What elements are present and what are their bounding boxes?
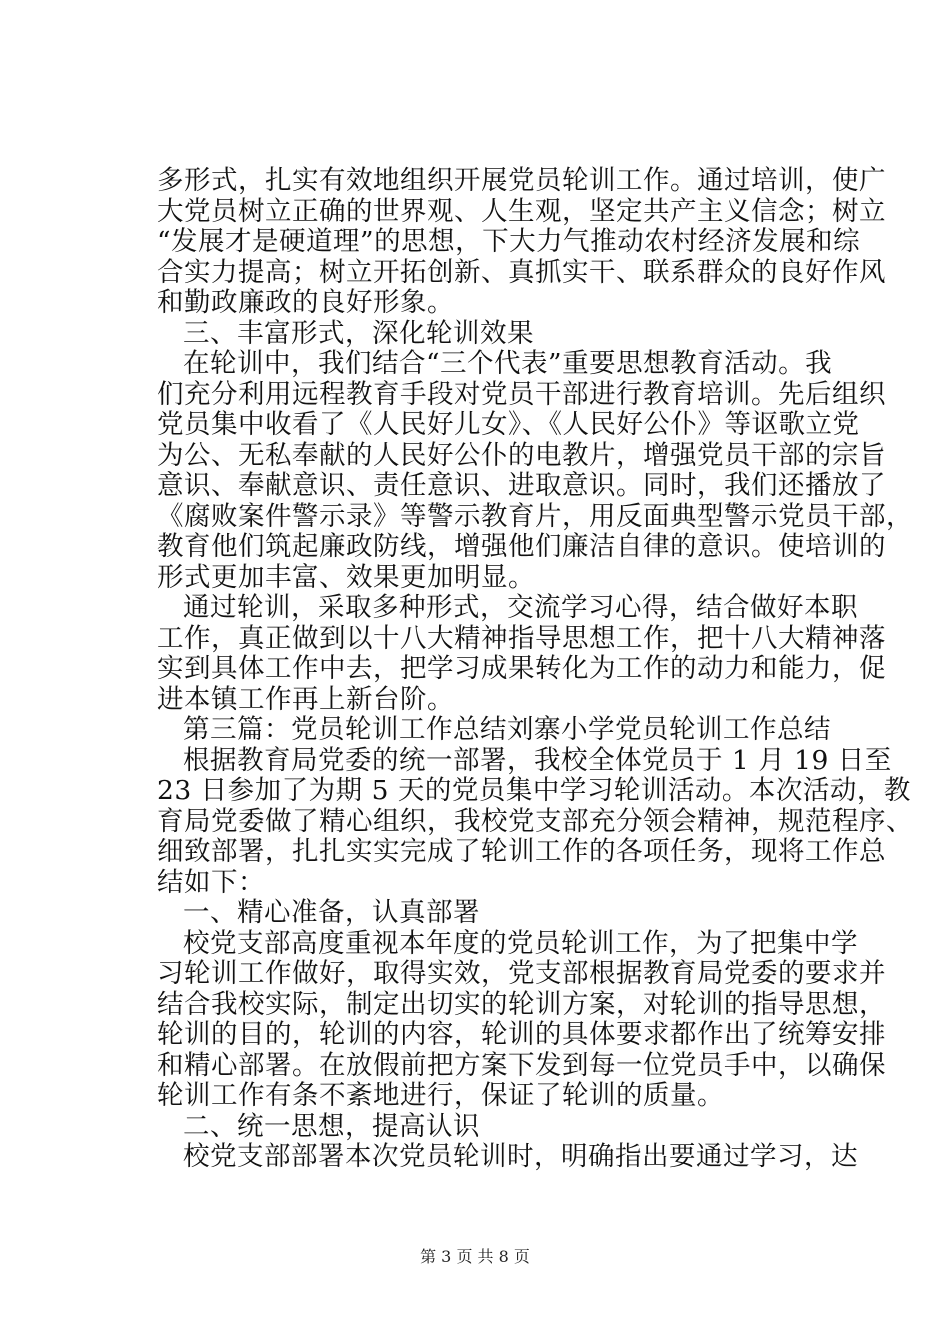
paragraph-line: 育局党委做了精心组织，我校党支部充分领会精神，规范程序、 <box>157 805 913 837</box>
paragraph-line: 23 日参加了为期 5 天的党员集中学习轮训活动。本次活动，教 <box>157 775 911 806</box>
paragraph-line: 轮训的目的，轮训的内容，轮训的具体要求都作出了统筹安排 <box>157 1019 886 1050</box>
paragraph-line: 党员集中收看了《人民好儿女》、《人民好公仆》等讴歌立党 <box>157 409 860 440</box>
section-heading: 一、精心准备，认真部署 <box>183 897 480 928</box>
section-heading: 三、丰富形式，深化轮训效果 <box>183 317 534 349</box>
paragraph-line: 和勤政廉政的良好形象。 <box>157 287 454 318</box>
paragraph-line: 实到具体工作中去，把学习成果转化为工作的动力和能力，促 <box>157 653 886 684</box>
paragraph-line: 形式更加丰富、效果更加明显。 <box>157 561 535 593</box>
chapter-title: 第三篇：党员轮训工作总结刘寨小学党员轮训工作总结 <box>183 714 831 745</box>
paragraph-line: 们充分利用远程教育手段对党员干部进行教育培训。先后组织 <box>157 378 886 410</box>
paragraph-line: 细致部署，扎扎实实完成了轮训工作的各项任务，现将工作总 <box>157 836 886 867</box>
paragraph-line: 在轮训中，我们结合“三个代表”重要思想教育活动。我 <box>183 348 833 379</box>
paragraph-line: 校党支部部署本次党员轮训时，明确指出要通过学习，达 <box>183 1141 858 1172</box>
paragraph-line: 工作，真正做到以十八大精神指导思想工作，把十八大精神落 <box>157 622 886 654</box>
document-body <box>157 165 913 1173</box>
paragraph-line: 轮训工作有条不紊地进行，保证了轮训的质量。 <box>157 1080 724 1111</box>
paragraph-line: 结合我校实际，制定出切实的轮训方案，对轮训的指导思想， <box>157 988 886 1020</box>
paragraph-line: 多形式，扎实有效地组织开展党员轮训工作。通过培训，使广 <box>157 165 886 196</box>
paragraph-line: 校党支部高度重视本年度的党员轮训工作，为了把集中学 <box>183 927 858 959</box>
paragraph-line: 为公、无私奉献的人民好公仆的电教片，增强党员干部的宗旨 <box>157 439 886 471</box>
paragraph-line: 教育他们筑起廉政防线，增强他们廉洁自律的意识。使培训的 <box>157 531 886 562</box>
paragraph-line: 通过轮训，采取多种形式，交流学习心得，结合做好本职 <box>183 592 858 623</box>
paragraph-line: 和精心部署。在放假前把方案下发到每一位党员手中，以确保 <box>157 1049 886 1081</box>
paragraph-line: 结如下： <box>157 866 265 898</box>
paragraph-line: “发展才是硬道理”的思想，下大力气推动农村经济发展和综 <box>157 226 861 257</box>
paragraph-line: 根据教育局党委的统一部署，我校全体党员于 1 月 19 日至 <box>183 744 892 776</box>
page-number-footer: 第 3 页 共 8 页 <box>420 1247 530 1266</box>
paragraph-line: 进本镇工作再上新台阶。 <box>157 683 454 715</box>
paragraph-line: 大党员树立正确的世界观、人生观，坚定共产主义信念；树立 <box>157 195 886 227</box>
paragraph-line: 《腐败案件警示录》等警示教育片，用反面典型警示党员干部， <box>157 500 913 532</box>
paragraph-line: 习轮训工作做好，取得实效，党支部根据教育局党委的要求并 <box>157 958 886 989</box>
section-heading: 二、统一思想，提高认识 <box>183 1110 480 1142</box>
paragraph-line: 意识、奉献意识、责任意识、进取意识。同时，我们还播放了 <box>157 470 886 501</box>
paragraph-line: 合实力提高；树立开拓创新、真抓实干、联系群众的良好作风 <box>157 256 886 288</box>
